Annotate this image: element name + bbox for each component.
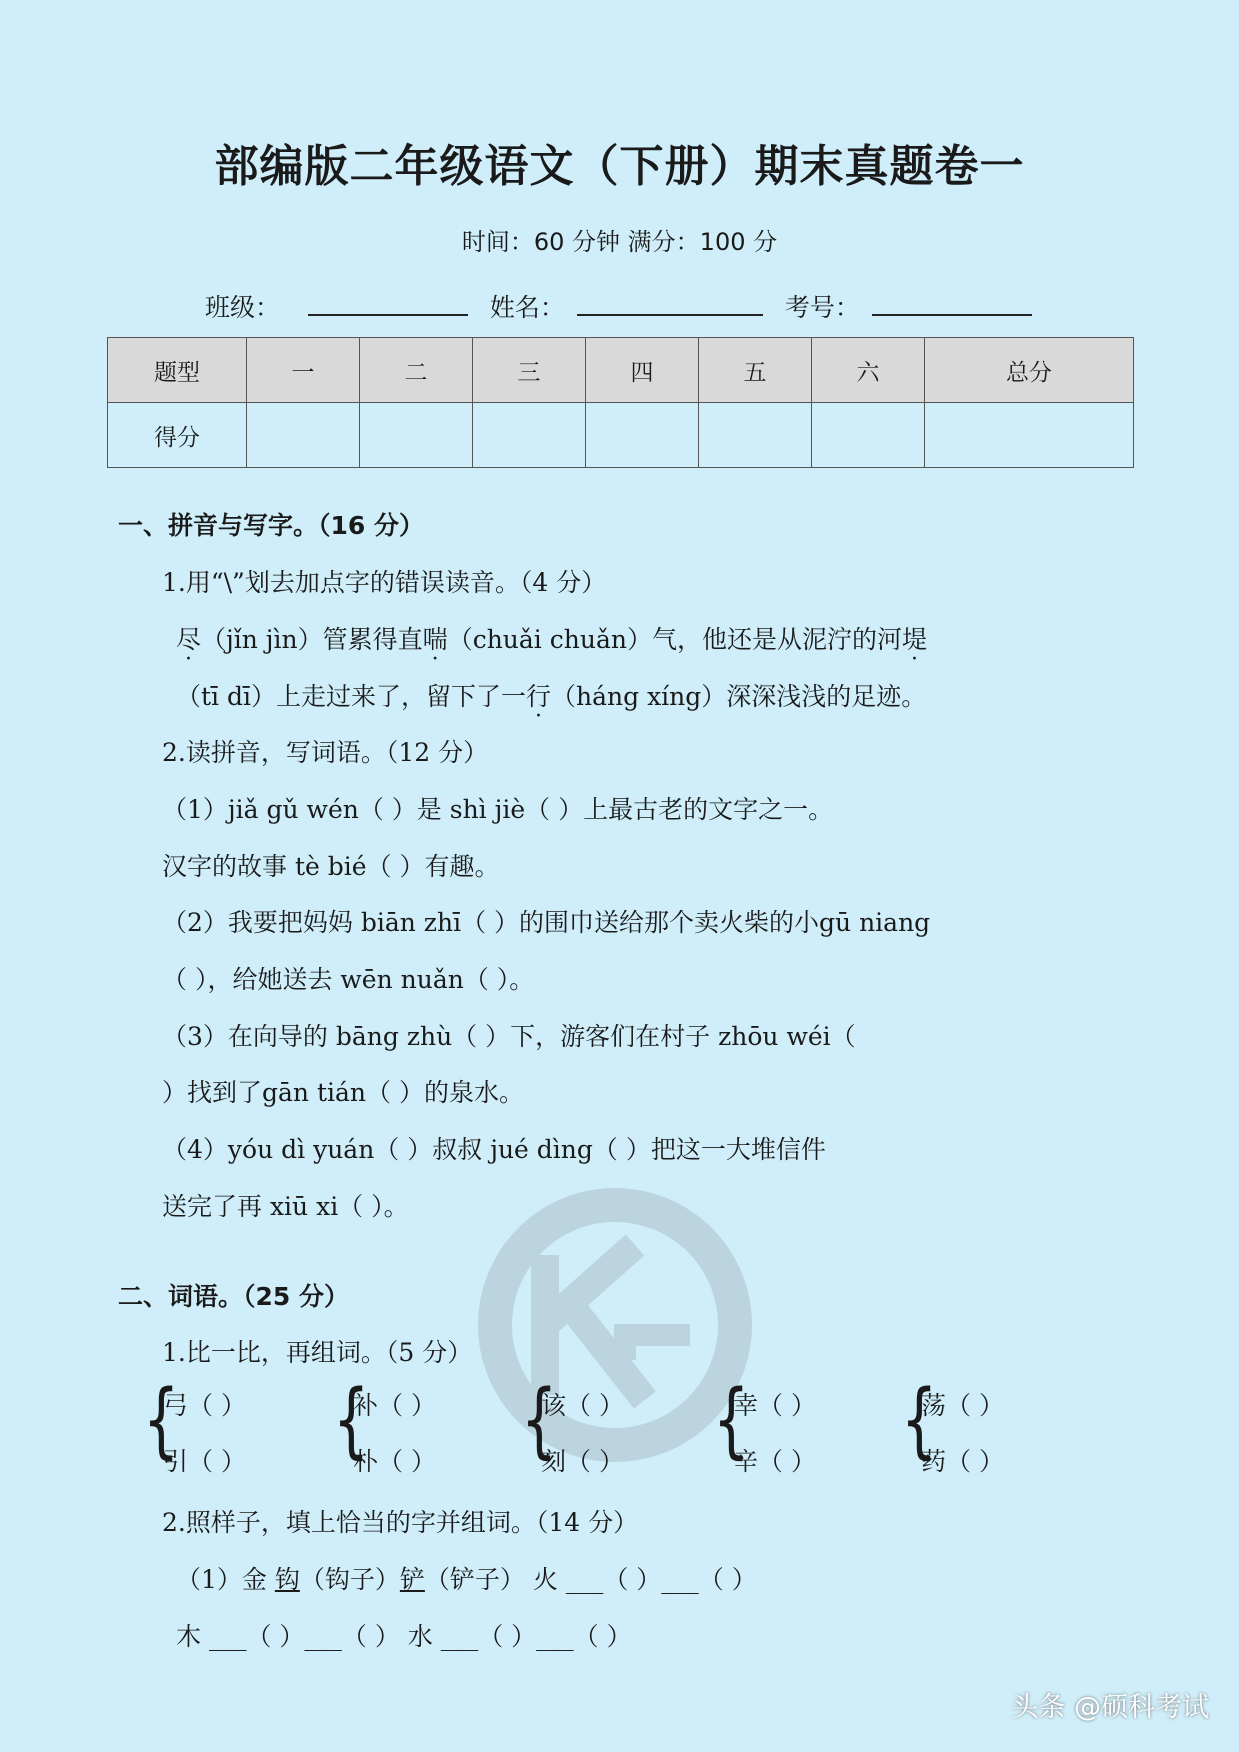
brace-icon: { bbox=[900, 1373, 938, 1468]
example-line bbox=[176, 1560, 757, 1596]
example-meaning: （铲子） bbox=[424, 1565, 525, 1594]
name-label: 姓名： bbox=[489, 293, 565, 322]
dotted-character: 尽 bbox=[176, 625, 202, 654]
name-blank bbox=[577, 292, 763, 316]
section-2-heading: 二、词语。（25 分） bbox=[118, 1282, 349, 1311]
footer-watermark: 头条 @硕科考试 bbox=[1011, 1692, 1209, 1723]
example-prefix: （1）金 bbox=[176, 1565, 275, 1594]
dotted-character: 行 bbox=[526, 682, 552, 711]
fill-blank-line: 木 ___（ ）___（ ） 水 ___（ ）___（ ） bbox=[176, 1622, 632, 1651]
pinyin-line: （ ），给她送去 wēn nuǎn（ ）。 bbox=[162, 965, 535, 994]
question-1-line-1 bbox=[176, 620, 927, 656]
brace-icon: { bbox=[332, 1373, 370, 1468]
question-1-line-2 bbox=[176, 677, 926, 713]
pinyin-text: （tī dī）上走过来了，留下了一 bbox=[176, 682, 526, 711]
pinyin-text: （háng xíng）深深浅浅的足迹。 bbox=[551, 682, 927, 711]
brace-icon: { bbox=[142, 1373, 180, 1468]
score-table-row bbox=[108, 403, 1134, 468]
class-blank bbox=[308, 292, 468, 316]
score-table-header bbox=[108, 338, 1134, 403]
section-2-question-2: 2.照样子，填上恰当的字并组词。（14 分） bbox=[162, 1508, 639, 1537]
exam-title: 部编版二年级语文（下册）期末真题卷一 bbox=[214, 141, 1025, 192]
score-cell[interactable] bbox=[699, 403, 812, 468]
id-blank bbox=[872, 292, 1032, 316]
pinyin-line: （2）我要把妈妈 biān zhī（ ）的围巾送给那个卖火柴的小gū niang bbox=[162, 908, 931, 937]
student-info-line bbox=[205, 288, 1032, 324]
fill-blanks: 火 ___（ ）___（ ） bbox=[524, 1565, 757, 1594]
class-label: 班级： bbox=[205, 293, 281, 322]
compare-item: 幸（ ） bbox=[733, 1391, 816, 1420]
time-and-score: 时间：60 分钟 满分：100 分 bbox=[461, 228, 778, 256]
pinyin-line: （1）jiǎ gǔ wén（ ）是 shì jiè（ ）上最古老的文字之一。 bbox=[162, 795, 834, 824]
score-cell[interactable] bbox=[586, 403, 699, 468]
row-label: 得分 bbox=[108, 403, 247, 468]
score-cell[interactable] bbox=[925, 403, 1134, 468]
compare-item: 弓（ ） bbox=[163, 1391, 246, 1420]
section-1-question-1: 1.用“\”划去加点字的错误读音。（4 分） bbox=[162, 568, 607, 597]
section-2-question-1: 1.比一比，再组词。（5 分） bbox=[162, 1338, 473, 1367]
header-cell: 四 bbox=[586, 338, 699, 403]
pinyin-line: 汉字的故事 tè bié（ ）有趣。 bbox=[162, 852, 500, 881]
compare-item: 刻（ ） bbox=[541, 1447, 624, 1476]
pinyin-text: （chuǎi chuǎn）气，他还是从泥泞的河 bbox=[447, 625, 902, 654]
compare-item: 补（ ） bbox=[353, 1391, 436, 1420]
header-cell: 六 bbox=[812, 338, 925, 403]
score-table bbox=[107, 337, 1134, 468]
example-word: 铲 bbox=[399, 1565, 425, 1594]
pinyin-line: （3）在向导的 bāng zhù（ ）下，游客们在村子 zhōu wéi（ bbox=[162, 1022, 856, 1051]
section-1-heading: 一、拼音与写字。（16 分） bbox=[118, 511, 424, 540]
section-1-question-2: 2.读拼音，写词语。（12 分） bbox=[162, 738, 489, 767]
pinyin-line: ）找到了gān tián（ ）的泉水。 bbox=[162, 1078, 524, 1107]
header-cell: 二 bbox=[360, 338, 473, 403]
brace-icon: { bbox=[520, 1373, 558, 1468]
compare-item: 朴（ ） bbox=[353, 1447, 436, 1476]
example-word: 钩 bbox=[274, 1565, 300, 1594]
brace-icon: { bbox=[712, 1373, 750, 1468]
pinyin-text: （jǐn jìn）管累得直 bbox=[201, 625, 423, 654]
score-cell[interactable] bbox=[360, 403, 473, 468]
score-cell[interactable] bbox=[247, 403, 360, 468]
score-cell[interactable] bbox=[473, 403, 586, 468]
compare-item: 引（ ） bbox=[163, 1447, 246, 1476]
header-cell: 一 bbox=[247, 338, 360, 403]
pinyin-line: 送完了再 xiū xi（ ）。 bbox=[162, 1192, 409, 1221]
id-label: 考号： bbox=[784, 293, 860, 322]
score-cell[interactable] bbox=[812, 403, 925, 468]
header-cell: 题型 bbox=[108, 338, 247, 403]
header-cell: 五 bbox=[699, 338, 812, 403]
dotted-character: 堤 bbox=[901, 625, 927, 654]
compare-item: 该（ ） bbox=[541, 1391, 624, 1420]
header-cell: 三 bbox=[473, 338, 586, 403]
compare-item: 辛（ ） bbox=[733, 1447, 816, 1476]
compare-item: 药（ ） bbox=[921, 1447, 1004, 1476]
example-meaning: （钩子） bbox=[299, 1565, 400, 1594]
pinyin-line: （4）yóu dì yuán（ ）叔叔 jué dìng（ ）把这一大堆信件 bbox=[162, 1135, 826, 1164]
header-cell: 总分 bbox=[925, 338, 1134, 403]
compare-item: 荡（ ） bbox=[921, 1391, 1004, 1420]
dotted-character: 喘 bbox=[422, 625, 448, 654]
